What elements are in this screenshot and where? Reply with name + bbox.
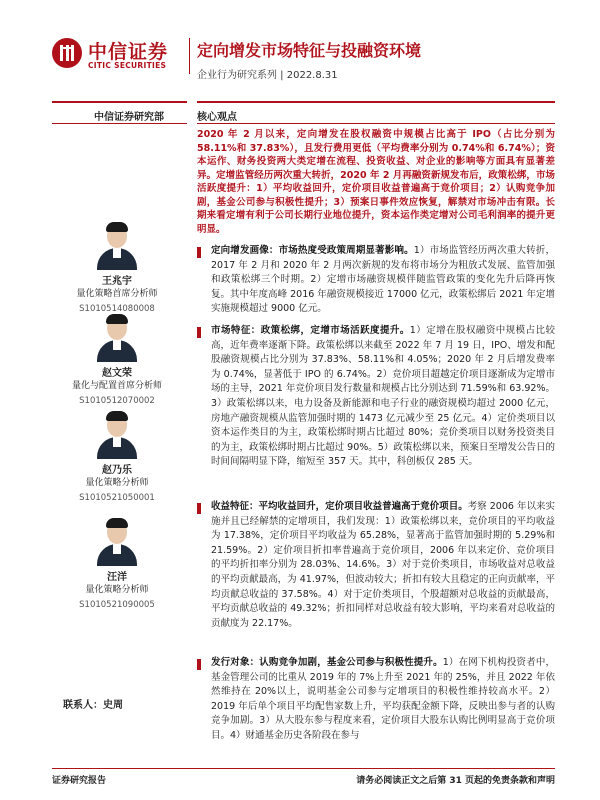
analyst-name: 王兆宇 <box>102 276 132 287</box>
section-paragraph <box>197 324 555 470</box>
sidebar-heading: 中信证券研究部 <box>94 112 164 123</box>
analyst-name: 赵文荣 <box>102 368 132 379</box>
bullet-marker <box>197 659 201 670</box>
paragraph-lead: 发行对象： <box>211 657 260 668</box>
paragraph-body: 1）在网下机构投资者中，基金管理公司的比重从 2019 年的 7%上升至 2021 年的 25%，并且 2022 年依然维持在 20%以上，说明基金公司参与定增项目的积极性维持较高水平。2）2019 年后单个项目平均配售家数上升，平均获配金额下降，反映出参与者的认购竞争加剧。3）从大股东参与程度来看，定价项目大股东认购比例明显高于竞价项目。4）财通基金历史各阶段在参与 <box>211 657 555 741</box>
contact-person: 联系人：史周 <box>63 700 123 711</box>
bullet-marker <box>197 327 201 338</box>
paragraph-highlight: 市场热度受政策周期显著影响。 <box>278 245 414 256</box>
avatar <box>95 314 139 362</box>
analyst-card <box>52 314 182 408</box>
analyst-license-id: S1010514080008 <box>79 304 155 314</box>
report-subtitle: 企业行为研究系列 | 2022.8.31 <box>197 70 338 81</box>
section-paragraph <box>197 500 555 631</box>
sidebar-top-rule <box>52 101 187 103</box>
analyst-name: 赵乃乐 <box>102 465 132 476</box>
analyst-role: 量化策略首席分析师 <box>76 289 158 299</box>
bullet-marker <box>197 503 201 514</box>
section-paragraph <box>197 656 555 744</box>
analyst-license-id: S1010521090005 <box>79 600 155 610</box>
analyst-license-id: S1010512070002 <box>79 396 155 406</box>
avatar <box>95 222 139 270</box>
footer-rule <box>52 768 555 769</box>
analyst-role: 量化策略分析师 <box>85 585 149 595</box>
bullet-marker <box>197 247 201 258</box>
brand-name-en: CITIC SECURITIES <box>88 61 167 70</box>
paragraph-highlight: 平均收益回升，定价项目收益普遍高于竞价项目。 <box>258 501 468 512</box>
avatar <box>95 411 139 459</box>
main-heading: 核心观点 <box>197 112 237 123</box>
avatar <box>95 518 139 566</box>
paragraph-body: 1）市场监管经历两次重大转折，2017 年 2 月和 2020 年 2 月两次新规的发布将市场分为粗放式发展、监管加强和政策松绑三个时期。2）定增市场融资规模伴随监管政策的变化先升后降再恢复。其中年度高峰 2016 年融资规模接近 17000 亿元，政策松绑后 2021 年定增实施规模超过 9000 亿元。 <box>211 245 555 315</box>
sidebar-heading-rule <box>52 123 187 124</box>
citic-logo-icon <box>52 38 82 68</box>
paragraph-body: 1）定增在股权融资中规模占比较高，近年费率逐渐下降。政策松绑以来截至 2022 年 7 月 19 日，IPO、增发和配股融资规模占比分别为 37.83%、58.11%和 4.05%；2020 年 2 月后增发费率为 0.74%，显著低于 IPO 的 6.74%。2）竞价项目超越定价项目逐渐成为定增市场的主导，2021 年竞价项目发行数量和规模占比分别达到 71.59%和 63.92%。3）政策松绑以来，电力设备及新能源和电子行业的融资规模均超过 2000 亿元，房地产融资规模从监管加强时期的 1473 亿元减少至 25 亿元。4）定价类项目以资本运作类目的为主，政策松绑时期占比超过 80%；竞价类项目以财务投资类目的为主，政策松绑时期占比超过 90%。5）政策松绑以来，预案日至增发公告日的时间间隔明显下降，缩短至 357 天。其中，科创板仅 285 天。 <box>211 325 555 468</box>
report-header <box>0 0 600 96</box>
brand-name-cn: 中信证券 <box>88 41 169 63</box>
analyst-role: 量化策略分析师 <box>85 478 149 488</box>
report-title: 定向增发市场特征与投融资环境 <box>197 41 422 60</box>
header-divider <box>189 38 190 74</box>
main-heading-rule <box>197 123 555 124</box>
analyst-card <box>52 411 182 505</box>
analyst-name: 汪洋 <box>107 572 127 583</box>
paragraph-highlight: 政策松绑，定增市场活跃度提升。 <box>260 325 410 336</box>
paragraph-body: 考察 2006 年以来实施并且已经解禁的定增项目，我们发现：1）政策松绑以来，竞价项目的平均收益为 17.38%，定价项目平均收益为 65.28%，显著高于监管加强时期的 5.29%和 21.59%。2）定价项目折扣率普遍高于竞价项目，2006 年以来定价、竞价项目的平均折扣率分别为 28.03%、14.6%。3）对于竞价类项目，市场收益对总收益的平均贡献最高，为 41.97%，但波动较大；折扣有较大且稳定的正向贡献率，平均贡献总收益的 37.58%。4）对于定价类项目，个股超额对总收益的贡献最高，平均贡献总收益的 49.32%；折扣同样对总收益有较大影响，平均来看对总收益的贡献度为 22.17%。 <box>211 501 555 629</box>
core-summary: 2020 年 2 月以来，定向增发在股权融资中规模占比高于 IPO（占比分别为 58.11%和 37.83%），且发行费用更低（平均费率分别为 0.74%和 6.74%）；资本运作、财务投资两大类定增在流程、投资收益、对企业的影响等方面具有显著差异。定增监管经历两次重大转折，2020 年 2 月再融资新规发布后，政策松绑，市场活跃度提升：1）平均收益回升，定价项目收益普遍高于竞价项目；2）认购竞争加剧，基金公司参与积极性提升；3）预案日事件效应恢复，解禁对市场冲击有限。长期来看定增有利于公司长期行业地位提升，资本运作类定增对公司毛利润率的提升更明显。 <box>197 129 555 235</box>
paragraph-lead: 收益特征： <box>211 501 259 512</box>
footer-disclaimer: 请务必阅读正文之后第 31 页起的免责条款和声明 <box>356 776 555 786</box>
paragraph-lead: 市场特征： <box>211 325 261 336</box>
analyst-role: 量化与配置首席分析师 <box>71 381 162 391</box>
analyst-license-id: S1010521050001 <box>79 493 155 503</box>
footer-label: 证券研究报告 <box>52 776 107 786</box>
analyst-card <box>52 518 182 612</box>
section-paragraph <box>197 244 555 317</box>
paragraph-lead: 定向增发画像： <box>211 245 279 256</box>
paragraph-highlight: 认购竞争加剧，基金公司参与积极性提升。 <box>259 657 443 668</box>
analyst-card <box>52 222 182 316</box>
main-top-rule <box>197 101 555 103</box>
